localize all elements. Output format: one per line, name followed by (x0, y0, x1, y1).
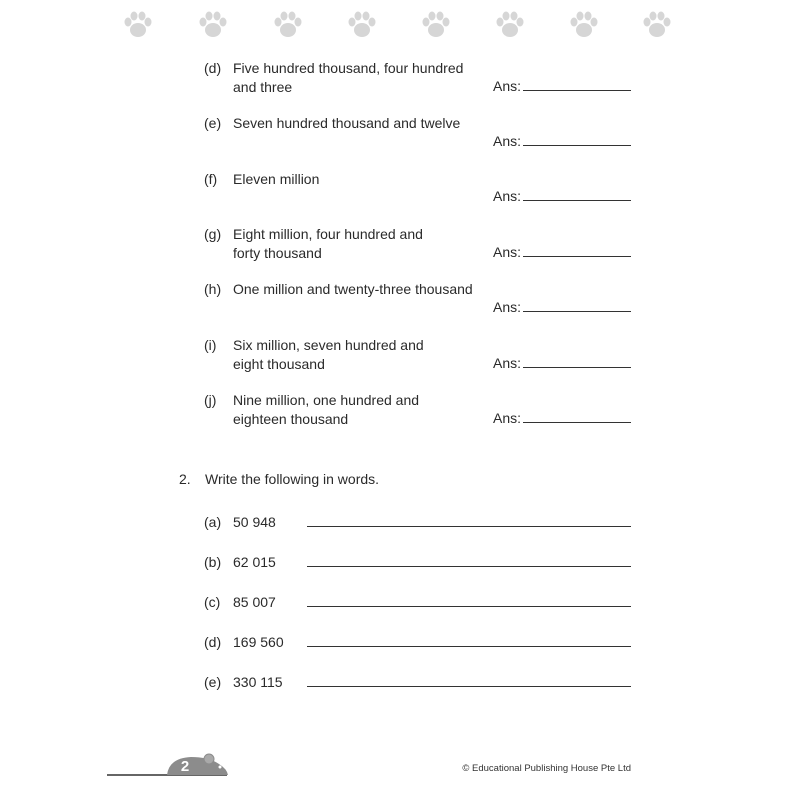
item-text-line-1: One million and twenty-three thousand (233, 281, 473, 297)
item-label: (g) (204, 226, 222, 242)
paw-print-icon (121, 8, 155, 42)
number-value: 62 015 (233, 554, 276, 570)
paw-print-icon (271, 8, 305, 42)
answer-line[interactable] (523, 311, 631, 312)
item-text (233, 280, 503, 299)
item-text (233, 391, 483, 428)
item-text-line-1: Five hundred thousand, four hundred (233, 60, 464, 76)
ans-label: Ans: (493, 355, 522, 371)
item-text-line-1: Seven hundred thousand and twelve (233, 115, 461, 131)
item-label: (f) (204, 171, 218, 187)
item-label: (d) (204, 634, 222, 650)
answer-line[interactable] (523, 422, 631, 423)
page-number: 2 (180, 758, 190, 775)
answer-line[interactable] (523, 367, 631, 368)
number-value: 169 560 (233, 634, 284, 650)
item-text-line-1: Eleven million (233, 171, 320, 187)
item-label: (h) (204, 281, 222, 297)
item-label: (c) (204, 594, 221, 610)
item-text-line-1: Eight million, four hundred and (233, 226, 423, 242)
ans-label: Ans: (493, 78, 522, 94)
paw-print-icon (196, 8, 230, 42)
answer-line[interactable] (523, 90, 631, 91)
question-instruction: Write the following in words. (205, 471, 380, 487)
item-text-line-2: and three (233, 78, 293, 95)
paw-print-border (0, 0, 800, 50)
item-text-line-1: Nine million, one hundred and (233, 392, 420, 408)
words-answer-line[interactable] (307, 646, 631, 647)
item-text (233, 59, 483, 96)
item-label: (d) (204, 60, 222, 76)
words-answer-line[interactable] (307, 526, 631, 527)
paw-print-icon (345, 8, 379, 42)
item-label: (a) (204, 514, 222, 530)
ans-label: Ans: (493, 244, 522, 260)
paw-print-icon (419, 8, 453, 42)
paw-print-icon (567, 8, 601, 42)
item-label: (e) (204, 674, 222, 690)
paw-print-icon (640, 8, 674, 42)
number-value: 50 948 (233, 514, 276, 530)
answer-line[interactable] (523, 256, 631, 257)
paw-print-icon (493, 8, 527, 42)
item-text (233, 114, 483, 133)
answer-line[interactable] (523, 200, 631, 201)
item-text-line-2: forty thousand (233, 244, 322, 261)
copyright-text: © Educational Publishing House Pte Ltd (462, 763, 631, 774)
item-text (233, 336, 483, 373)
item-label: (j) (204, 392, 217, 408)
item-text (233, 225, 483, 262)
words-answer-line[interactable] (307, 566, 631, 567)
answer-line[interactable] (523, 145, 631, 146)
item-text-line-2: eighteen thousand (233, 410, 349, 427)
ans-label: Ans: (493, 133, 522, 149)
words-answer-line[interactable] (307, 686, 631, 687)
item-text-line-1: Six million, seven hundred and (233, 337, 424, 353)
ans-label: Ans: (493, 188, 522, 204)
number-value: 85 007 (233, 594, 276, 610)
number-value: 330 115 (233, 674, 283, 690)
ans-label: Ans: (493, 410, 522, 426)
item-label: (e) (204, 115, 222, 131)
ans-label: Ans: (493, 299, 522, 315)
question-number: 2. (179, 471, 191, 487)
item-text-line-2: eight thousand (233, 355, 325, 372)
item-label: (b) (204, 554, 222, 570)
item-text (233, 170, 483, 189)
item-label: (i) (204, 337, 217, 353)
words-answer-line[interactable] (307, 606, 631, 607)
